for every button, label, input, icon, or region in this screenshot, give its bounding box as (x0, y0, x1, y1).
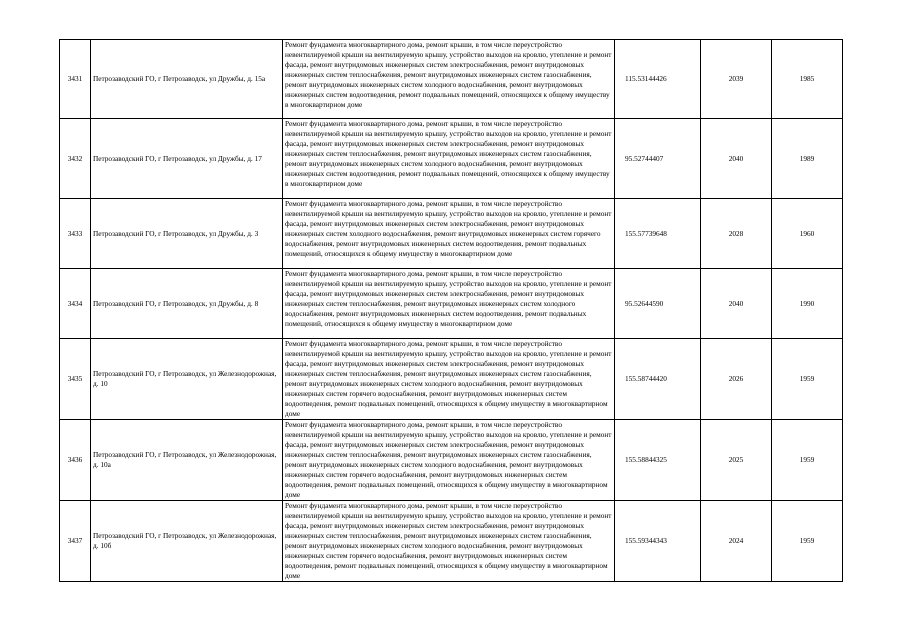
built-year-cell: 1959 (772, 501, 843, 582)
table-row (60, 199, 843, 269)
table-row (60, 119, 843, 199)
row-number: 3436 (60, 420, 91, 501)
row-number: 3431 (60, 40, 91, 119)
planned-year-cell: 2040 (701, 119, 772, 199)
address-cell: Петрозаводский ГО, г Петрозаводск, ул Железнодорожная, д. 10 (91, 339, 283, 420)
built-year-cell: 1959 (772, 339, 843, 420)
cost-cell: 155.59344343 (615, 501, 701, 582)
cost-cell: 155.57739648 (615, 199, 701, 269)
planned-year-cell: 2040 (701, 269, 772, 339)
table-row (60, 420, 843, 501)
table-row (60, 339, 843, 420)
works-cell: Ремонт фундамента многоквартирного дома, ремонт крыши, в том числе переустройство невентилируемой крыши на вентилируемую крышу, устройство выходов на кровлю, утепление и ремонт фасада, ремонт внутридомовых инженерных систем электроснабжения, ремонт внутридомовых инженерных систем теплоснабжения, ремонт внутридомовых инженерных систем холодного водоснабжения, ремонт внутридомовых инженерных систем водоотведения, ремонт подвальных помещений, относящихся к общему имуществу в многоквартирном доме (283, 269, 615, 339)
built-year-cell: 1960 (772, 199, 843, 269)
row-number: 3432 (60, 119, 91, 199)
planned-year-cell: 2025 (701, 420, 772, 501)
table-body (60, 40, 843, 582)
row-number: 3433 (60, 199, 91, 269)
table-row (60, 40, 843, 119)
table-row (60, 269, 843, 339)
address-cell: Петрозаводский ГО, г Петрозаводск, ул Дружбы, д. 8 (91, 269, 283, 339)
row-number: 3435 (60, 339, 91, 420)
built-year-cell: 1990 (772, 269, 843, 339)
planned-year-cell: 2026 (701, 339, 772, 420)
planned-year-cell: 2039 (701, 40, 772, 119)
address-cell: Петрозаводский ГО, г Петрозаводск, ул Дружбы, д. 17 (91, 119, 283, 199)
address-cell: Петрозаводский ГО, г Петрозаводск, ул Железнодорожная, д. 10а (91, 420, 283, 501)
works-cell: Ремонт фундамента многоквартирного дома, ремонт крыши, в том числе переустройство невентилируемой крыши на вентилируемую крышу, устройство выходов на кровлю, утепление и ремонт фасада, ремонт внутридомовых инженерных систем электроснабжения, ремонт внутридомовых инженерных систем теплоснабжения, ремонт внутридомовых инженерных систем газоснабжения, ремонт внутридомовых инженерных систем холодного водоснабжения, ремонт внутридомовых инженерных систем водоотведения, ремонт подвальных помещений, относящихся к общему имуществу в многоквартирном доме (283, 119, 615, 199)
works-cell: Ремонт фундамента многоквартирного дома, ремонт крыши, в том числе переустройство невентилируемой крыши на вентилируемую крышу, устройство выходов на кровлю, утепление и ремонт фасада, ремонт внутридомовых инженерных систем электроснабжения, ремонт внутридомовых инженерных систем теплоснабжения, ремонт внутридомовых инженерных систем газоснабжения, ремонт внутридомовых инженерных систем холодного водоснабжения, ремонт внутридомовых инженерных систем горячего водоснабжения, ремонт внутридомовых инженерных систем водоотведения, ремонт подвальных помещений, относящихся к общему имуществу в многоквартирном доме (283, 420, 615, 501)
address-cell: Петрозаводский ГО, г Петрозаводск, ул Дружбы, д. 15а (91, 40, 283, 119)
built-year-cell: 1989 (772, 119, 843, 199)
cost-cell: 95.52744407 (615, 119, 701, 199)
row-number: 3434 (60, 269, 91, 339)
built-year-cell: 1985 (772, 40, 843, 119)
works-cell: Ремонт фундамента многоквартирного дома, ремонт крыши, в том числе переустройство невентилируемой крыши на вентилируемую крышу, устройство выходов на кровлю, утепление и ремонт фасада, ремонт внутридомовых инженерных систем электроснабжения, ремонт внутридомовых инженерных систем теплоснабжения, ремонт внутридомовых инженерных систем газоснабжения, ремонт внутридомовых инженерных систем холодного водоснабжения, ремонт внутридомовых инженерных систем горячего водоснабжения, ремонт внутридомовых инженерных систем водоотведения, ремонт подвальных помещений, относящихся к общему имуществу в многоквартирном доме (283, 501, 615, 582)
planned-year-cell: 2028 (701, 199, 772, 269)
works-cell: Ремонт фундамента многоквартирного дома, ремонт крыши, в том числе переустройство невентилируемой крыши на вентилируемую крышу, устройство выходов на кровлю, утепление и ремонт фасада, ремонт внутридомовых инженерных систем электроснабжения, ремонт внутридомовых инженерных систем холодного водоснабжения, ремонт внутридомовых инженерных систем горячего водоснабжения, ремонт внутридомовых инженерных систем водоотведения, ремонт подвальных помещений, относящихся к общему имуществу в многоквартирном доме (283, 199, 615, 269)
works-cell: Ремонт фундамента многоквартирного дома, ремонт крыши, в том числе переустройство невентилируемой крыши на вентилируемую крышу, устройство выходов на кровлю, утепление и ремонт фасада, ремонт внутридомовых инженерных систем электроснабжения, ремонт внутридомовых инженерных систем теплоснабжения, ремонт внутридомовых инженерных систем газоснабжения, ремонт внутридомовых инженерных систем холодного водоснабжения, ремонт внутридомовых инженерных систем горячего водоснабжения, ремонт внутридомовых инженерных систем водоотведения, ремонт подвальных помещений, относящихся к общему имуществу в многоквартирном доме (283, 339, 615, 420)
cost-cell: 155.58744420 (615, 339, 701, 420)
cost-cell: 95.52644590 (615, 269, 701, 339)
row-number: 3437 (60, 501, 91, 582)
planned-year-cell: 2024 (701, 501, 772, 582)
cost-cell: 155.58844325 (615, 420, 701, 501)
works-cell: Ремонт фундамента многоквартирного дома, ремонт крыши, в том числе переустройство невентилируемой крыши на вентилируемую крышу, устройство выходов на кровлю, утепление и ремонт фасада, ремонт внутридомовых инженерных систем электроснабжения, ремонт внутридомовых инженерных систем теплоснабжения, ремонт внутридомовых инженерных систем газоснабжения, ремонт внутридомовых инженерных систем холодного водоснабжения, ремонт внутридомовых инженерных систем водоотведения, ремонт подвальных помещений, относящихся к общему имуществу в многоквартирном доме (283, 40, 615, 119)
capital-repair-table (59, 39, 843, 582)
address-cell: Петрозаводский ГО, г Петрозаводск, ул Дружбы, д. 3 (91, 199, 283, 269)
address-cell: Петрозаводский ГО, г Петрозаводск, ул Железнодорожная, д. 10б (91, 501, 283, 582)
table-row (60, 501, 843, 582)
built-year-cell: 1959 (772, 420, 843, 501)
cost-cell: 115.53144426 (615, 40, 701, 119)
